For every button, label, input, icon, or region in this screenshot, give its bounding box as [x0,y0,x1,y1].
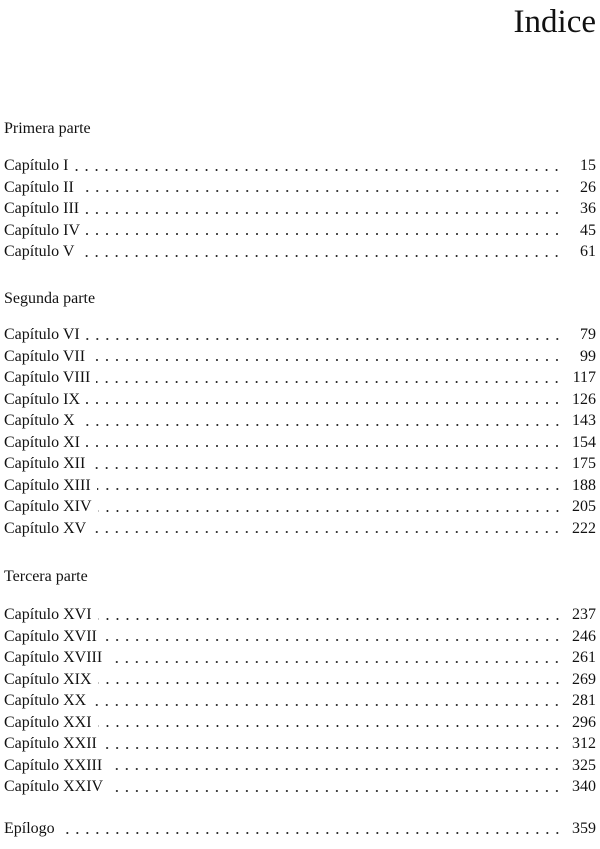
toc-entry-page: 325 [572,756,596,774]
toc-list-segunda [4,324,596,539]
toc-entry-page: 269 [572,670,596,688]
toc-entry[interactable] [4,453,596,475]
toc-entry-label: Capítulo XXIII [4,756,103,774]
toc-entry-page: 340 [572,778,596,795]
toc-entry-label: Capítulo XVIII [4,649,103,666]
toc-entry-page: 261 [572,649,596,666]
toc-entry-label: Capítulo XIII [4,476,91,494]
part-heading-primera: Primera parte [4,120,91,137]
toc-entry-label: Capítulo VI [4,326,80,343]
dot-leader [98,724,562,728]
toc-entry-label: Capítulo VIII [4,369,91,386]
toc-entry[interactable] [4,776,596,798]
toc-entry[interactable] [4,496,596,518]
toc-entry-label: Capítulo II [4,178,74,196]
toc-entry-page: 359 [572,820,596,837]
toc-entry[interactable] [4,389,596,411]
toc-entry-page: 26 [580,178,596,196]
toc-entry-label: Capítulo XXIV [4,778,104,795]
toc-entry-label: Capítulo XV [4,519,87,537]
dot-leader [108,767,562,771]
toc-entry-label: Capítulo X [4,412,75,429]
toc-entry-label: Capítulo XI [4,433,80,451]
toc-entry[interactable] [4,324,596,346]
toc-entry[interactable] [4,220,596,242]
toc-entry-label: Capítulo IX [4,390,80,408]
toc-entry-page: 99 [580,347,596,365]
toc-entry-page: 79 [580,326,596,343]
dot-leader [91,358,562,362]
toc-entry[interactable] [4,367,596,389]
toc-entry-label: Capítulo I [4,157,69,174]
toc-entry-page: 246 [572,627,596,645]
part-heading-tercera: Tercera parte [4,568,88,585]
toc-list-primera [4,155,596,263]
toc-entry-page: 188 [572,476,596,494]
dot-leader [74,168,562,172]
toc-entry-page: 117 [572,369,596,386]
toc-entry-page: 222 [572,519,596,537]
toc-entry-epilogue[interactable] [4,818,596,840]
part-heading-segunda: Segunda parte [4,290,96,307]
dot-leader [92,530,562,534]
dot-leader [80,254,562,258]
toc-entry[interactable] [4,604,596,626]
dot-leader [91,466,562,470]
toc-list-epilogue [4,818,596,840]
toc-entry-label: Capítulo XVII [4,627,97,645]
toc-entry-label: Capítulo V [4,243,75,260]
toc-entry[interactable] [4,518,596,540]
toc-entry-page: 237 [572,606,596,623]
toc-entry[interactable] [4,346,596,368]
toc-entry[interactable] [4,733,596,755]
dot-leader [61,831,562,835]
toc-entry-page: 61 [580,243,596,260]
toc-entry[interactable] [4,647,596,669]
dot-leader [98,617,562,621]
toc-entry-page: 281 [572,692,596,709]
toc-entry[interactable] [4,755,596,777]
toc-entry-label: Capítulo XIX [4,670,92,688]
toc-entry[interactable] [4,155,596,177]
dot-leader [108,660,562,664]
toc-entry-label: Capítulo XXI [4,713,92,731]
toc-entry[interactable] [4,432,596,454]
toc-entry[interactable] [4,626,596,648]
toc-entry[interactable] [4,475,596,497]
toc-entry-label: Capítulo XIV [4,498,92,515]
toc-entry[interactable] [4,410,596,432]
dot-leader [97,487,562,491]
toc-entry-label: Capítulo XVI [4,606,92,623]
dot-leader [85,211,562,215]
toc-entry[interactable] [4,198,596,220]
toc-entry-page: 126 [572,390,596,408]
dot-leader [92,703,562,707]
toc-entry-page: 36 [580,200,596,217]
page-title: Indice [513,4,596,40]
toc-entry-label: Capítulo III [4,200,80,217]
dot-leader [86,337,562,341]
dot-leader [86,444,562,448]
toc-entry-page: 296 [572,713,596,731]
dot-leader [86,401,562,405]
toc-list-tercera [4,604,596,798]
toc-entry-page: 175 [572,455,596,472]
toc-entry-page: 15 [580,157,596,174]
dot-leader [96,380,562,384]
toc-entry-label: Capítulo XX [4,692,87,709]
toc-entry[interactable] [4,241,596,263]
dot-leader [98,509,562,513]
toc-entry-page: 143 [572,412,596,429]
dot-leader [86,232,562,236]
toc-entry-label: Capítulo VII [4,347,86,365]
toc-entry-label: Epílogo [4,820,55,837]
dot-leader [103,638,562,642]
dot-leader [109,789,562,793]
toc-entry-page: 154 [572,433,596,451]
toc-entry-label: Capítulo XII [4,455,86,472]
toc-entry-label: Capítulo XXII [4,735,97,752]
toc-entry-page: 205 [572,498,596,515]
toc-entry[interactable] [4,712,596,734]
dot-leader [80,189,562,193]
dot-leader [98,681,562,685]
toc-entry[interactable] [4,177,596,199]
dot-leader [81,423,562,427]
toc-entry-label: Capítulo IV [4,221,80,239]
toc-entry[interactable] [4,690,596,712]
toc-entry-page: 312 [572,735,596,752]
toc-entry-page: 45 [580,221,596,239]
dot-leader [103,746,562,750]
toc-entry[interactable] [4,669,596,691]
